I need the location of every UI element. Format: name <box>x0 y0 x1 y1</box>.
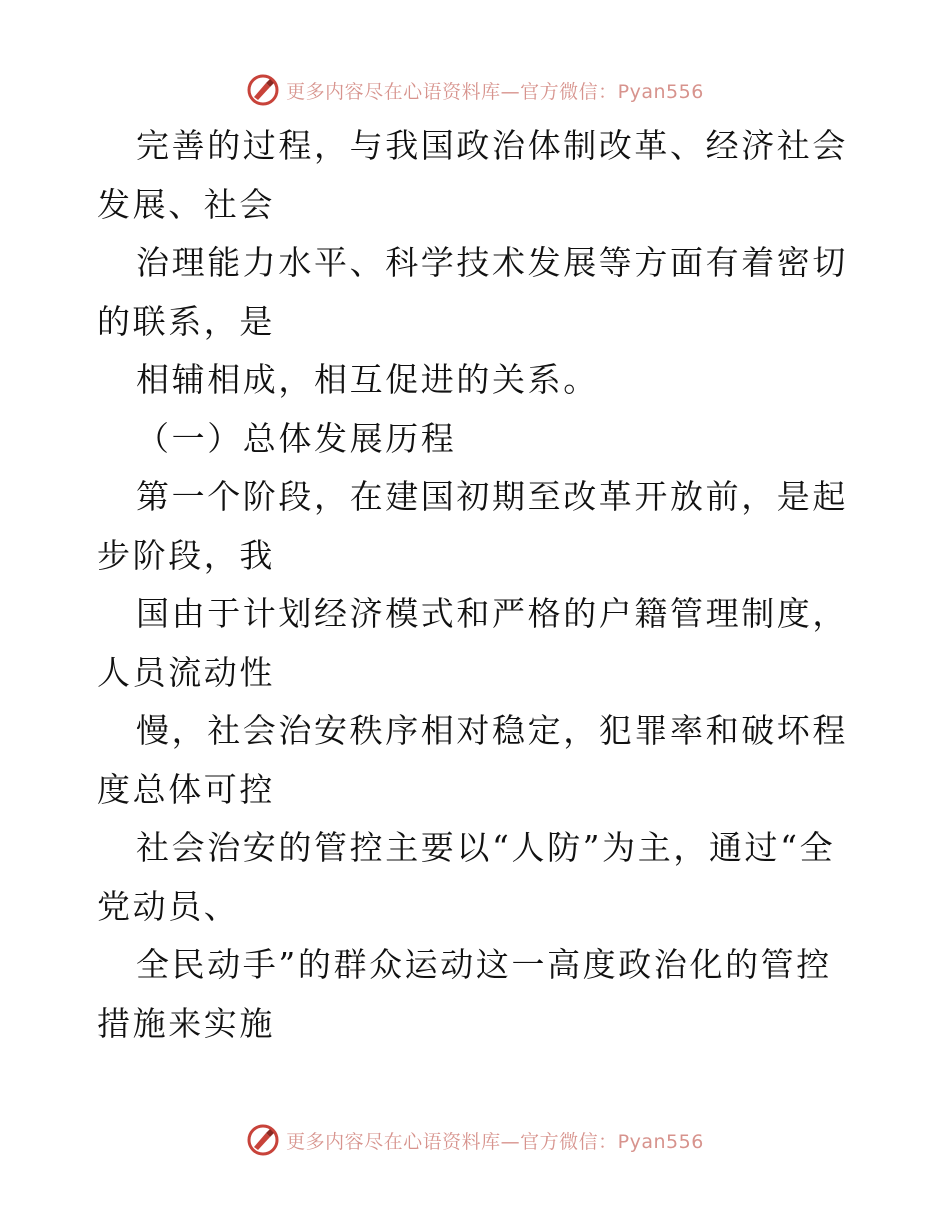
section-heading: （一）总体发展历程 <box>136 418 457 458</box>
header-watermark <box>0 70 950 110</box>
watermark-text: 更多内容尽在心语资料库—官方微信：Pyan556 <box>286 80 704 103</box>
paragraph: 国由于计划经济模式和严格的户籍管理制度，人员流动性 <box>97 594 848 692</box>
paragraph: 治理能力水平、科学技术发展等方面有着密切的联系，是 <box>97 243 848 341</box>
pen-logo-icon <box>246 73 280 107</box>
paragraph: 完善的过程，与我国政治体制改革、经济社会发展、社会 <box>97 126 848 224</box>
paragraph: 相辅相成，相互促进的关系。 <box>136 360 599 399</box>
paragraph: 第一个阶段，在建国初期至改革开放前，是起步阶段，我 <box>97 477 848 575</box>
watermark-text: 更多内容尽在心语资料库—官方微信：Pyan556 <box>286 1130 704 1153</box>
paragraph: 全民动手”的群众运动这一高度政治化的管控措施来实施 <box>97 945 832 1043</box>
document-body <box>97 117 857 1053</box>
footer-watermark <box>0 1120 950 1160</box>
pen-logo-icon <box>246 1123 280 1157</box>
paragraph: 慢，社会治安秩序相对稳定，犯罪率和破坏程度总体可控 <box>97 711 848 809</box>
paragraph: 社会治安的管控主要以“人防”为主，通过“全党动员、 <box>97 828 836 926</box>
